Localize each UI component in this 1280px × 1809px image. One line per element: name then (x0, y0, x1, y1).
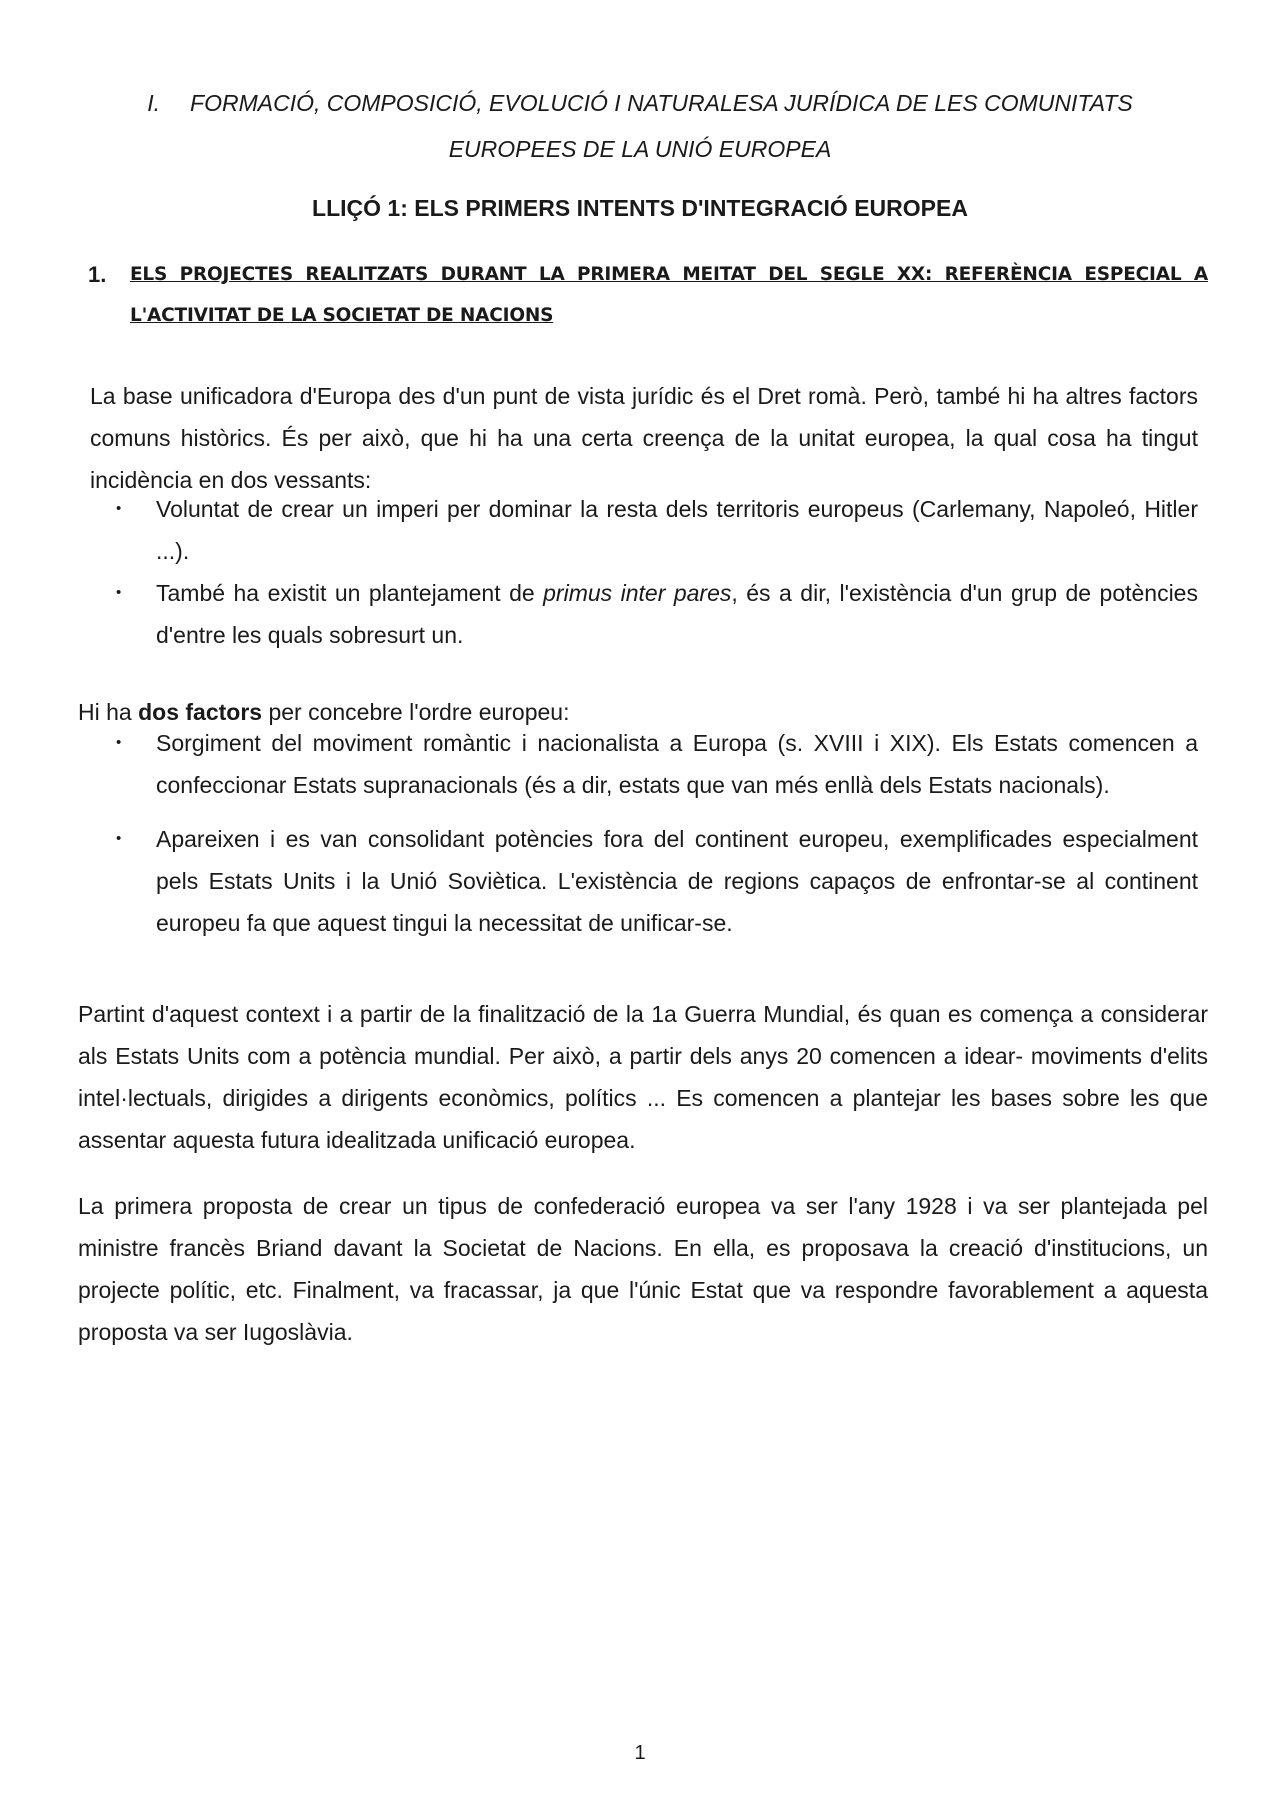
list-item-text-before: També ha existit un plantejament de (156, 580, 544, 606)
paragraph-text-after: per concebre l'ordre europeu: (262, 699, 570, 725)
list-item-text: Apareixen i es van consolidant potències fora del continent europeu, exemplificades especialment pels Estats Units i la Unió Soviètica. L'existència de regions capaços de enfrontar-se al continent europeu fa que aquest tingui la necessitat de unificar-se. (156, 826, 1198, 936)
part-number: I. (147, 90, 161, 116)
list-item-text: Voluntat de crear un imperi per dominar la resta dels territoris europeus (Carlemany, Napoleó, Hitler ...). (156, 496, 1198, 564)
section-heading (88, 254, 1208, 336)
bullet-list-vessants (88, 488, 1198, 656)
paragraph-text-before: Hi ha (78, 699, 139, 725)
section-heading-text: ELS PROJECTES REALITZATS DURANT LA PRIMERA MEITAT DEL SEGLE XX: REFERÈNCIA ESPECIAL A L'ACTIVITAT DE LA SOCIETAT DE NACIONS (130, 264, 1208, 326)
list-item-text-after: , és a dir, l'existència d'un grup de potències d'entre les quals sobresurt un. (156, 580, 1198, 648)
part-title (120, 80, 1160, 172)
list-item (88, 818, 1198, 944)
list-item-text: Sorgiment del moviment romàntic i nacionalista a Europa (s. XVIII i XIX). Els Estats comencen a confeccionar Estats supranacionals (és a dir, estats que van més enllà dels Estats nacionals). (156, 730, 1198, 798)
list-item-italic-term: primus inter pares (543, 580, 732, 606)
list-item (88, 722, 1198, 806)
bullet-list-factors (88, 722, 1198, 956)
lesson-title: LLIÇÓ 1: ELS PRIMERS INTENTS D'INTEGRACIÓ EUROPEA (312, 195, 968, 221)
list-item (88, 572, 1198, 656)
paragraph-intro: La base unificadora d'Europa des d'un punt de vista jurídic és el Dret romà. Però, també hi ha altres factors comuns històrics. És per això, que hi ha una certa creença de la unitat europea, la qual cosa ha tingut incidència en dos vessants: (90, 383, 1198, 493)
paragraph-bold-term: dos factors (138, 699, 263, 725)
section-number: 1. (88, 262, 107, 287)
list-item (88, 488, 1198, 572)
page-number: 1 (634, 1742, 646, 1764)
paragraph-first-proposal: La primera proposta de crear un tipus de confederació europea va ser l'any 1928 i va ser plantejada pel ministre francès Briand davant la Societat de Nacions. En ella, es proposava la creació d'institucions, un projecte polític, etc. Finalment, va fracassar, ja que l'únic Estat que va respondre favorablement a aquesta proposta va ser Iugoslàvia. (78, 1193, 1208, 1345)
paragraph-context: Partint d'aquest context i a partir de la finalització de la 1a Guerra Mundial, és quan es comença a considerar als Estats Units com a potència mundial. Per això, a partir dels anys 20 comencen a idear- moviments d'elits intel·lectuals, dirigides a dirigents econòmics, polítics ... Es comencen a plantejar les bases sobre les que assentar aquesta futura idealitzada unificació europea. (78, 1001, 1208, 1153)
part-title-text: FORMACIÓ, COMPOSICIÓ, EVOLUCIÓ I NATURALESA JURÍDICA DE LES COMUNITATS EUROPEES DE LA UNIÓ EUROPEA (190, 90, 1133, 162)
